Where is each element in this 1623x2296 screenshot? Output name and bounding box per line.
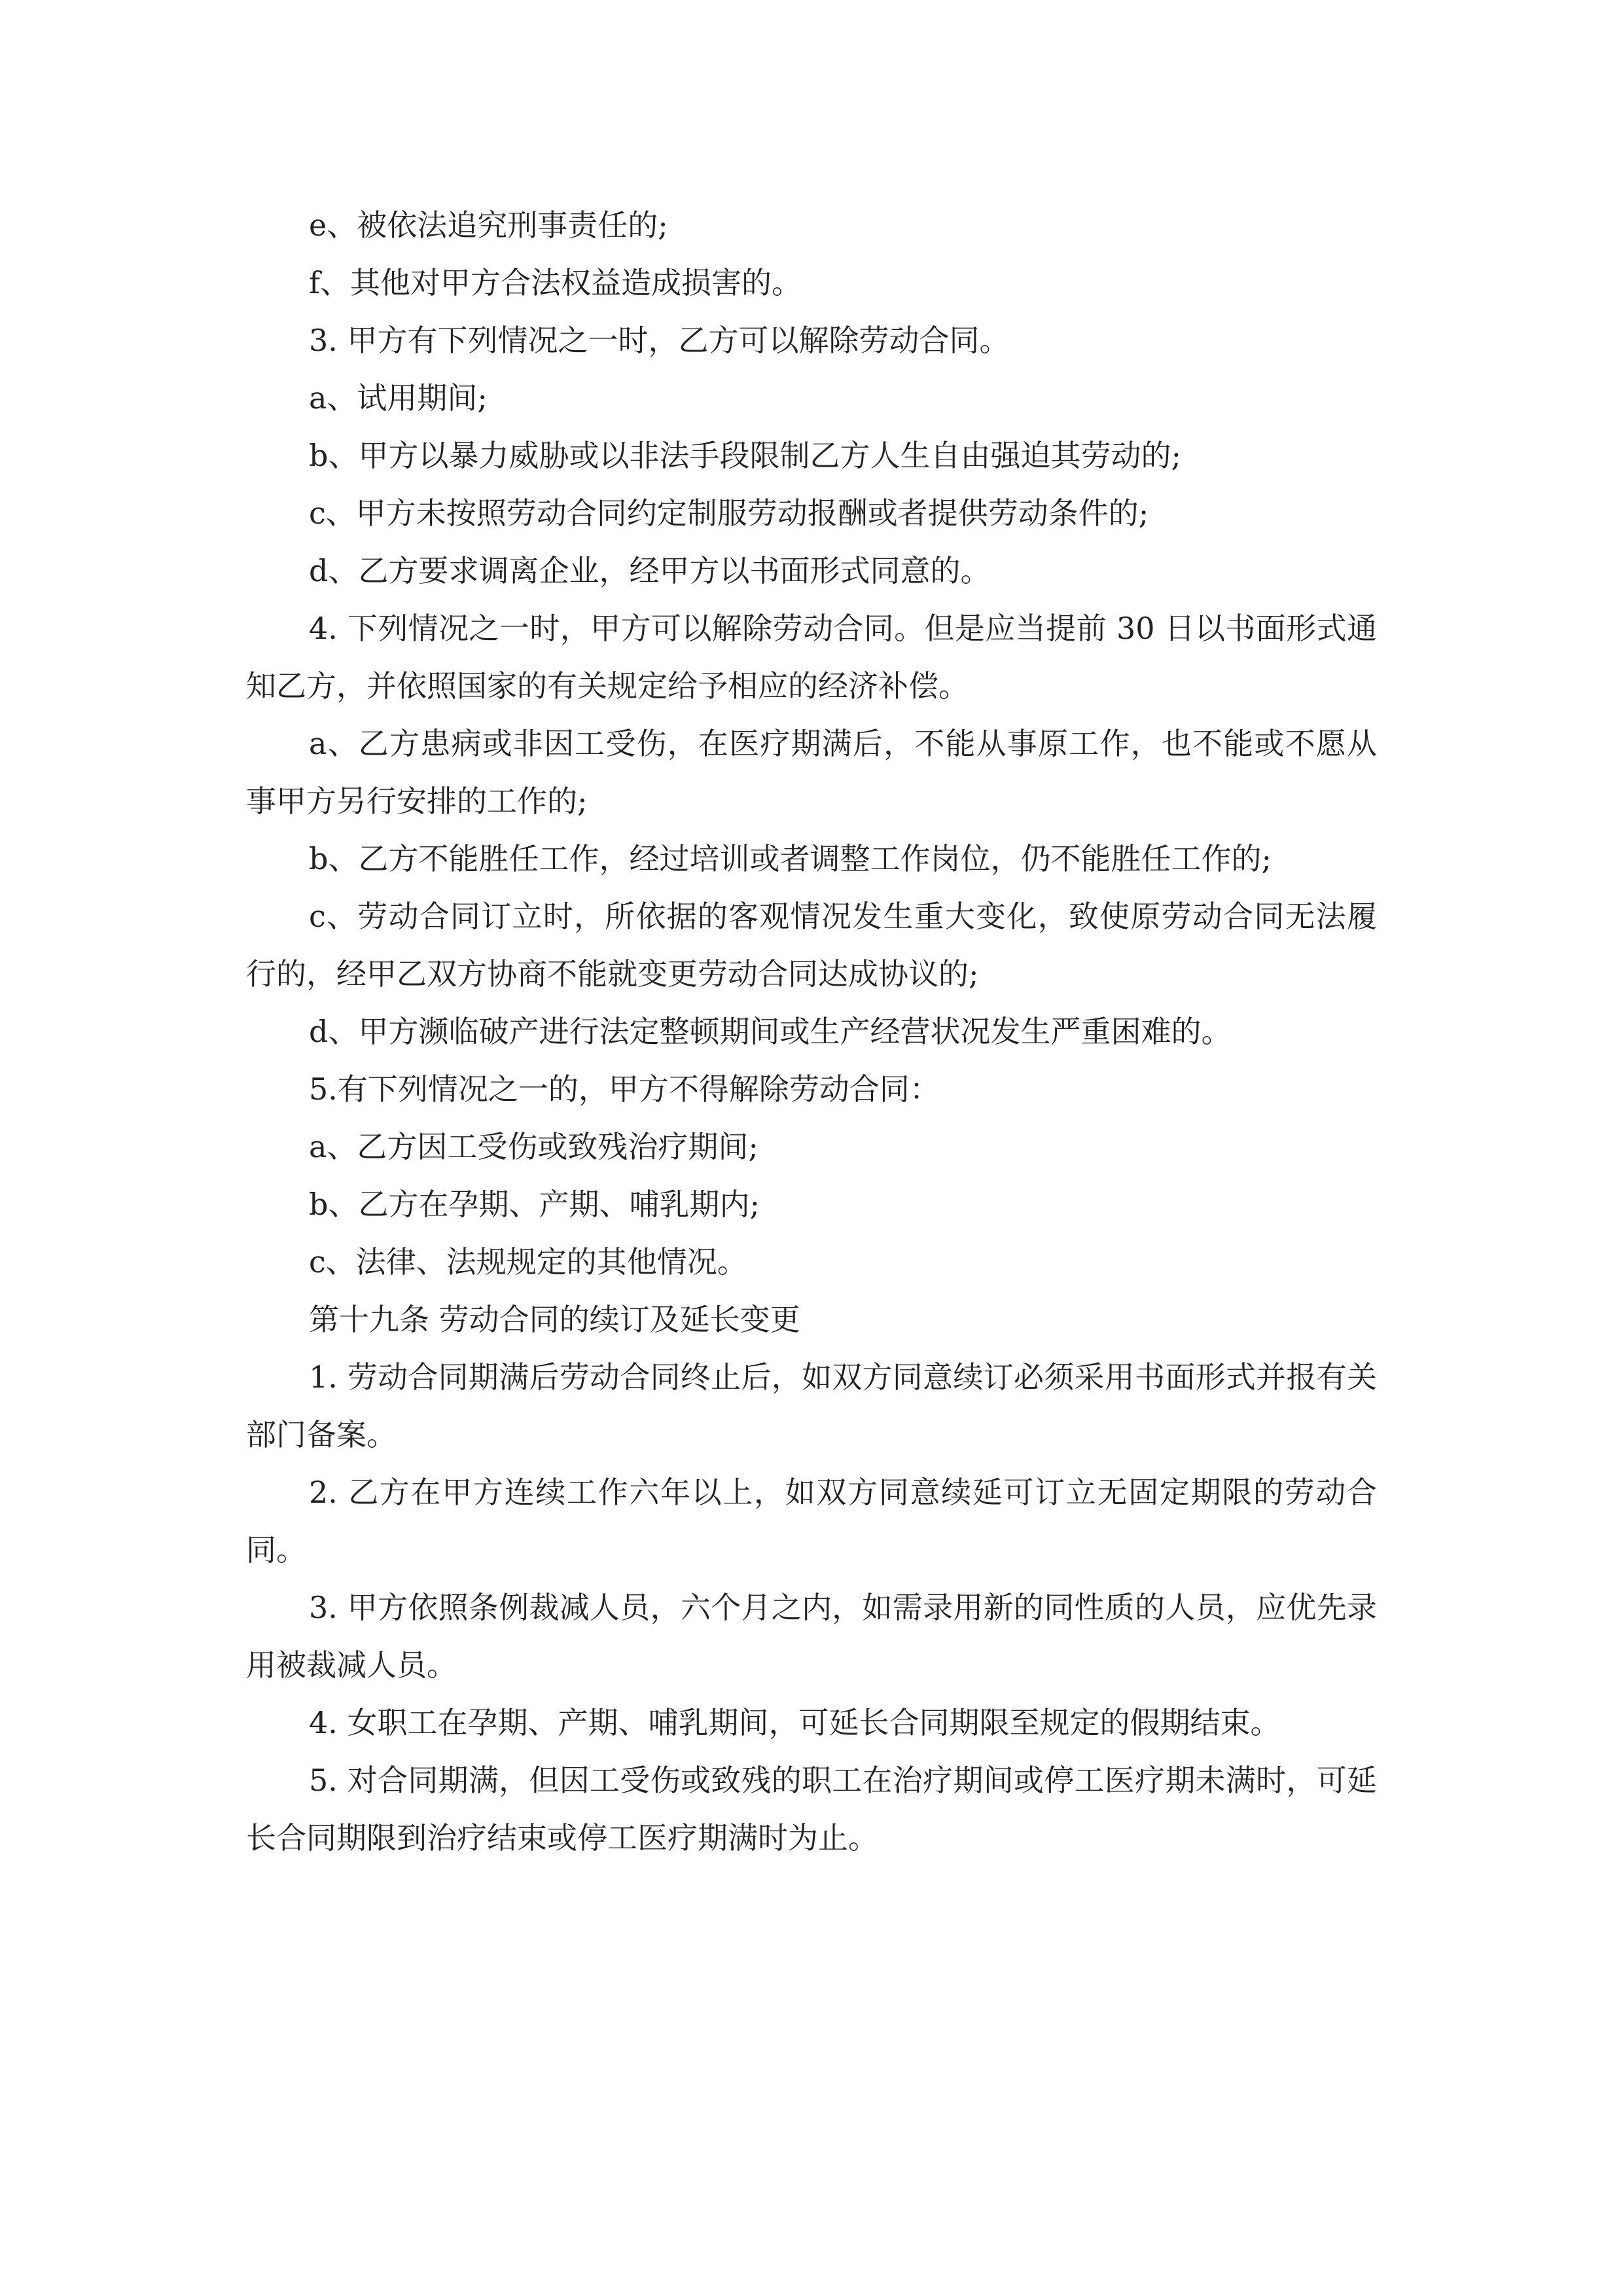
list-item-b: b、甲方以暴力威胁或以非法手段限制乙方人生自由强迫其劳动的; — [309, 438, 1181, 473]
list-item-d: d、乙方要求调离企业，经甲方以书面形式同意的。 — [309, 553, 991, 588]
clause-5: 5. 对合同期满，但因工受伤或致残的职工在治疗期间或停工医疗期未满时，可延长合同期限到治疗结束或停工医疗期满时为止。 — [246, 1763, 1377, 1856]
list-item-a: a、试用期间; — [309, 380, 488, 416]
document-body — [246, 196, 1377, 1867]
list-item-c: c、劳动合同订立时，所依据的客观情况发生重大变化，致使原劳动合同无法履行的，经甲乙双方协商不能就变更劳动合同达成协议的; — [246, 899, 1377, 992]
list-item-c: c、法律、法规规定的其他情况。 — [309, 1244, 747, 1280]
list-item-a: a、乙方因工受伤或致残治疗期间; — [309, 1129, 758, 1164]
list-item-b: b、乙方不能胜任工作，经过培训或者调整工作岗位，仍不能胜任工作的; — [309, 841, 1272, 876]
list-item-b: b、乙方在孕期、产期、哺乳期内; — [309, 1187, 760, 1222]
list-item-f: f、其他对甲方合法权益造成损害的。 — [309, 265, 802, 300]
clause-5: 5.有下列情况之一的，甲方不得解除劳动合同： — [309, 1071, 940, 1107]
clause-4: 4. 女职工在孕期、产期、哺乳期间，可延长合同期限至规定的假期结束。 — [309, 1705, 1281, 1740]
list-item-c: c、甲方未按照劳动合同约定制服劳动报酬或者提供劳动条件的; — [309, 495, 1149, 531]
list-item-a: a、乙方患病或非因工受伤，在医疗期满后，不能从事原工作，也不能或不愿从事甲方另行安排的工作的; — [246, 726, 1377, 819]
clause-3: 3. 甲方有下列情况之一时，乙方可以解除劳动合同。 — [309, 323, 1010, 358]
list-item-e: e、被依法追究刑事责任的; — [309, 207, 668, 243]
list-item-d: d、甲方濒临破产进行法定整顿期间或生产经营状况发生严重困难的。 — [309, 1014, 1232, 1049]
clause-3: 3. 甲方依照条例裁减人员，六个月之内，如需录用新的同性质的人员，应优先录用被裁减人员。 — [246, 1590, 1377, 1683]
article-heading: 第十九条 劳动合同的续订及延长变更 — [309, 1302, 800, 1337]
clause-4: 4. 下列情况之一时，甲方可以解除劳动合同。但是应当提前 30 日以书面形式通知乙方，并依照国家的有关规定给予相应的经济补偿。 — [246, 611, 1377, 704]
clause-2: 2. 乙方在甲方连续工作六年以上，如双方同意续延可订立无固定期限的劳动合同。 — [246, 1475, 1377, 1568]
clause-1: 1. 劳动合同期满后劳动合同终止后，如双方同意续订必须采用书面形式并报有关部门备案。 — [246, 1359, 1377, 1452]
